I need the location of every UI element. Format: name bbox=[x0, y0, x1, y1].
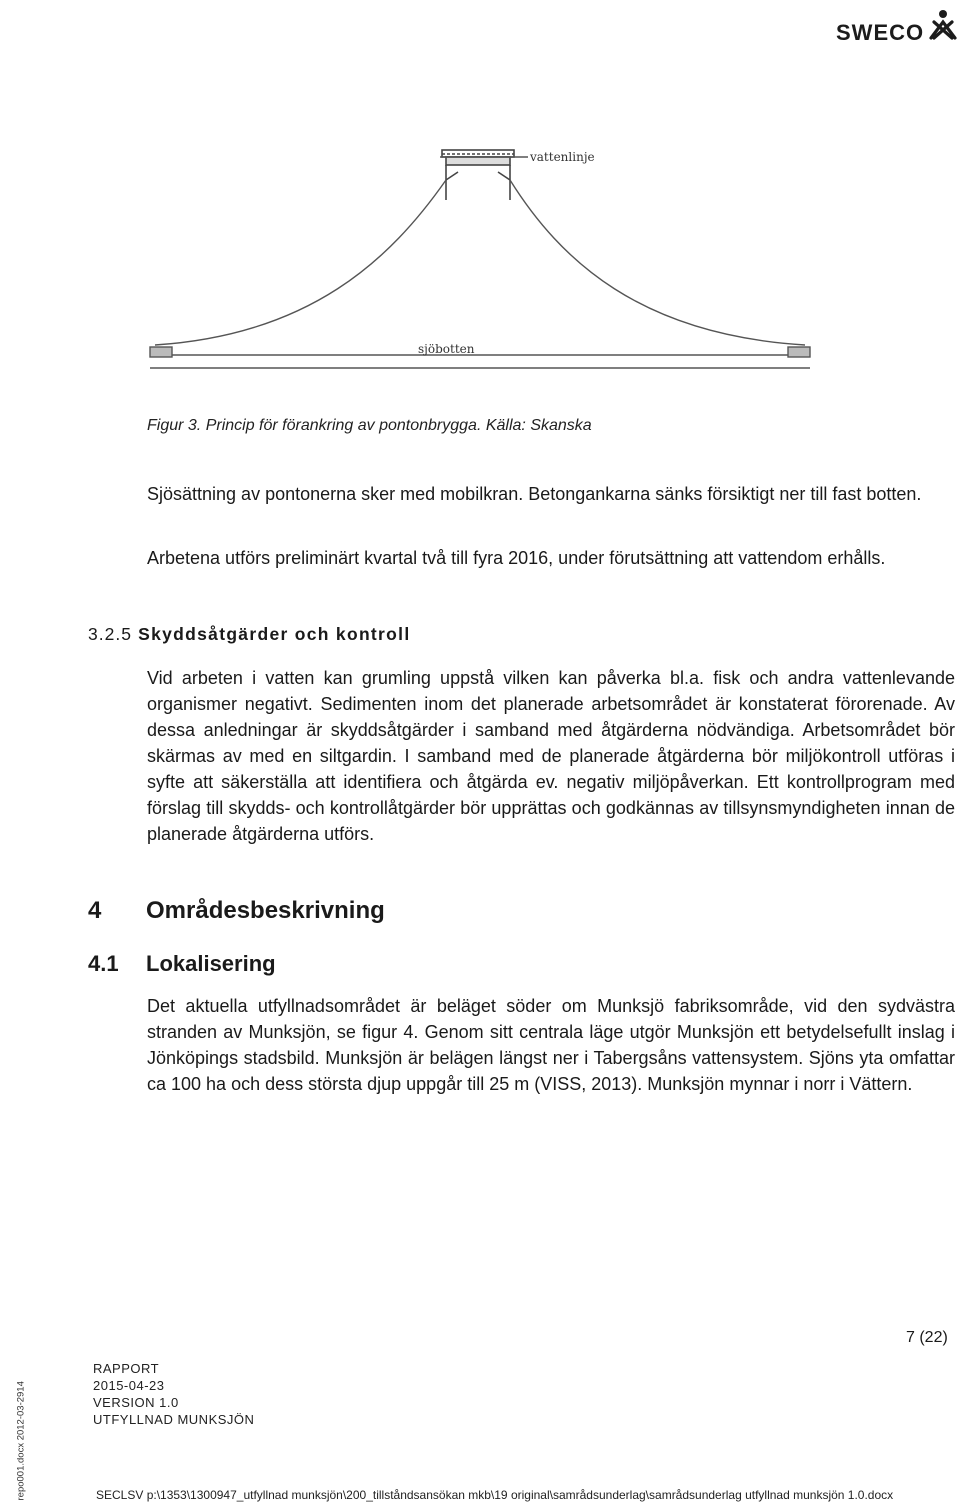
template-code: repo001.docx 2012-03-2914 bbox=[15, 1381, 27, 1501]
document-meta bbox=[93, 1360, 254, 1428]
doc-project: UTFYLLNAD MUNKSJÖN bbox=[93, 1412, 255, 1427]
water-line-label: vattenlinje bbox=[530, 150, 595, 164]
doc-type: RAPPORT bbox=[93, 1361, 160, 1376]
lake-bottom bbox=[150, 347, 810, 368]
section-title: Lokalisering bbox=[146, 951, 276, 976]
sweco-logo bbox=[836, 12, 958, 48]
lake-bottom-label: sjöbotten bbox=[418, 342, 475, 356]
anchor-line-right bbox=[510, 180, 805, 345]
paragraph-schedule: Arbetena utförs preliminärt kvartal två till fyra 2016, under förutsättning att vattendom erhålls. bbox=[147, 548, 886, 568]
section-title: Områdesbeskrivning bbox=[146, 897, 385, 924]
section-title: Skyddsåtgärder och kontroll bbox=[138, 624, 411, 644]
figure-caption: Figur 3. Princip för förankring av pontonbrygga. Källa: Skanska bbox=[147, 417, 592, 434]
anchor-line-left bbox=[155, 180, 446, 345]
paragraph-protective-measures: Vid arbeten i vatten kan grumling uppstå vilken kan påverka bl.a. fisk och andra vattenlevande organismer negativt. Sedimenten inom det planerade arbetsområdet är konstaterat förorenade. Av dessa anledningar är skyddsåtgärder i samband med åtgärderna nödvändiga. Arbetsområdet bör skärmas av med en siltgardin. I samband med de planerade åtgärderna bör miljökontroll utföras i syfte att säkerställa att identifiera och åtgärda ev. negativ miljöpåverkan. Ett kontrollprogram med förslag till skydds- och kontrollåtgärder bör upprättas och godkännas av tillsynsmyndigheten innan de planerade åtgärderna utförs. bbox=[147, 668, 955, 844]
page-number: 7 (22) bbox=[906, 1329, 948, 1346]
sweco-mark-icon bbox=[928, 8, 958, 42]
paragraph-localisation: Det aktuella utfyllnadsområdet är beläget söder om Munksjö fabriksområde, vid den sydvästra stranden av Munksjön, se figur 4. Genom sitt centrala läge utgör Munksjön ett betydelsefullt inslag i Jönköpings stadsbild. Munksjön är belägen längst ner i Tabergsåns vattensystem. Sjöns yta omfattar ca 100 ha och dess största djup uppgår till 25 m (VISS, 2013). Munksjön mynnar i norr i Vättern. bbox=[147, 996, 955, 1094]
logo-text: SWECO bbox=[836, 20, 925, 45]
section-heading-3-2-5 bbox=[88, 624, 411, 645]
section-number: 4 bbox=[88, 897, 102, 924]
section-number: 4.1 bbox=[88, 951, 119, 976]
doc-date: 2015-04-23 bbox=[93, 1378, 165, 1393]
file-path: SECLSV p:\1353\1300947_utfyllnad munksjön\200_tillståndsansökan mkb\19 original\samrådsunderlag\samrådsunderlag utfyllnad munksjön 1.0.docx bbox=[96, 1488, 894, 1502]
doc-version: VERSION 1.0 bbox=[93, 1395, 179, 1410]
anchoring-diagram bbox=[140, 140, 820, 380]
paragraph-launching: Sjösättning av pontonerna sker med mobilkran. Betongankarna sänks försiktigt ner till fast botten. bbox=[147, 484, 922, 504]
section-number: 3.2.5 bbox=[88, 624, 132, 644]
section-heading-4-1 bbox=[88, 951, 276, 977]
section-heading-4 bbox=[88, 897, 385, 925]
